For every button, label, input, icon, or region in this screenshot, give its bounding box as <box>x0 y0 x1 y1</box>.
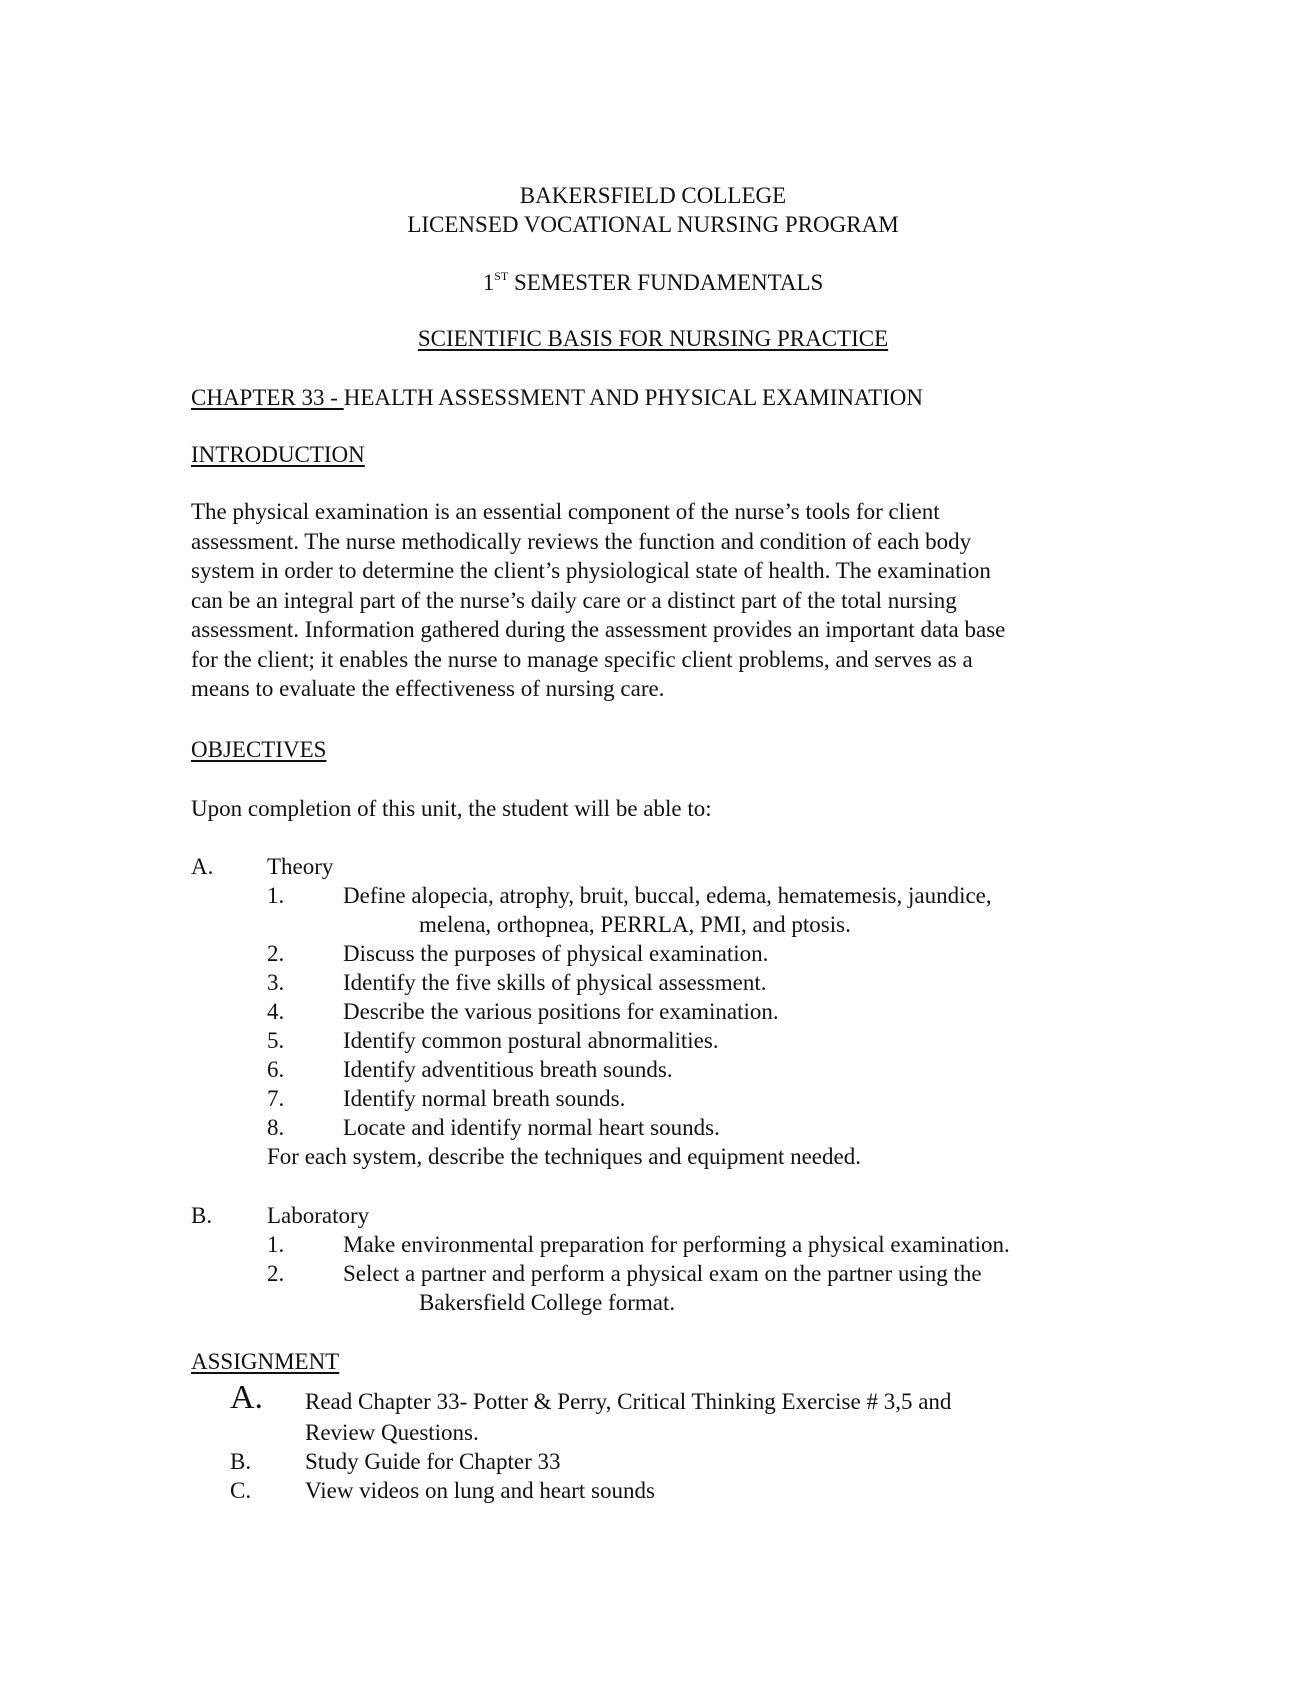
assignment-letter: B. <box>230 1449 252 1474</box>
assignment-item-text: View videos on lung and heart sounds <box>305 1478 655 1503</box>
laboratory-item-text: Make environmental preparation for performing a physical examination. <box>343 1232 1010 1257</box>
theory-item-continuation: melena, orthopnea, PERRLA, PMI, and ptosis. <box>419 912 851 937</box>
paragraph-line: The physical examination is an essential component of the nurse’s tools for client <box>191 499 940 524</box>
chapter-heading <box>191 383 923 412</box>
laboratory-title: Laboratory <box>267 1203 370 1228</box>
assignment-item-text: Study Guide for Chapter 33 <box>305 1449 561 1474</box>
paragraph-line: assessment. The nurse methodically reviews the function and condition of each body <box>191 528 972 554</box>
assignment-item-continuation: Review Questions. <box>305 1420 479 1445</box>
semester-title: 1ST SEMESTER FUNDAMENTALS <box>482 269 824 295</box>
college-name: BAKERSFIELD COLLEGE <box>519 183 787 208</box>
theory-item-number: 7. <box>267 1086 285 1111</box>
theory-item-number: 1. <box>267 883 285 908</box>
theory-title: Theory <box>267 854 334 879</box>
chapter-label: CHAPTER 33 - <box>191 385 344 410</box>
paragraph-line: system in order to determine the client’s physiological state of health. The examination <box>191 558 991 583</box>
laboratory-item-text: Select a partner and perform a physical exam on the partner using the <box>343 1261 982 1286</box>
theory-item-number: 6. <box>267 1057 285 1082</box>
theory-item-text: Define alopecia, atrophy, bruit, buccal, edema, hematemesis, jaundice, <box>343 883 992 908</box>
introduction-heading: INTRODUCTION <box>191 442 365 467</box>
theory-item-number: 4. <box>267 999 285 1024</box>
theory-item-text: Identify adventitious breath sounds. <box>343 1057 673 1082</box>
theory-item-text: Identify normal breath sounds. <box>343 1086 626 1111</box>
assignment-item-text: Read Chapter 33- Potter & Perry, Critical Thinking Exercise # 3,5 and <box>305 1389 952 1414</box>
theory-letter: A. <box>191 854 214 879</box>
objectives-intro: Upon completion of this unit, the student will be able to: <box>191 796 712 821</box>
laboratory-item-number: 1. <box>267 1232 285 1257</box>
paragraph-line: assessment. Information gathered during the assessment provides an important data base <box>191 617 1006 642</box>
theory-item-number: 5. <box>267 1028 285 1053</box>
theory-item-text: Identify common postural abnormalities. <box>343 1028 719 1053</box>
theory-footer: For each system, describe the techniques and equipment needed. <box>267 1144 861 1169</box>
subject-title: SCIENTIFIC BASIS FOR NURSING PRACTICE <box>417 326 889 351</box>
objectives-heading: OBJECTIVES <box>191 737 327 762</box>
theory-item-text: Locate and identify normal heart sounds. <box>343 1115 720 1140</box>
paragraph-line: for the client; it enables the nurse to manage specific client problems, and serves as a <box>191 646 973 672</box>
assignment-letter: A. <box>230 1379 264 1416</box>
assignment-heading: ASSIGNMENT <box>191 1349 340 1374</box>
theory-item-number: 3. <box>267 970 285 995</box>
introduction-paragraph <box>191 497 1116 704</box>
program-name: LICENSED VOCATIONAL NURSING PROGRAM <box>407 212 899 237</box>
paragraph-line: means to evaluate the effectiveness of nursing care. <box>191 676 665 701</box>
theory-item-number: 2. <box>267 941 285 966</box>
theory-item-number: 8. <box>267 1115 285 1140</box>
theory-item-text: Discuss the purposes of physical examination. <box>343 941 769 966</box>
paragraph-line: can be an integral part of the nurse’s daily care or a distinct part of the total nursing <box>191 587 957 613</box>
laboratory-item-continuation: Bakersfield College format. <box>419 1290 676 1315</box>
assignment-letter: C. <box>230 1478 252 1503</box>
chapter-title: HEALTH ASSESSMENT AND PHYSICAL EXAMINATION <box>343 385 924 410</box>
theory-item-text: Identify the five skills of physical assessment. <box>343 970 767 995</box>
laboratory-item-number: 2. <box>267 1261 285 1286</box>
laboratory-letter: B. <box>191 1203 213 1228</box>
theory-item-text: Describe the various positions for examination. <box>343 999 779 1024</box>
